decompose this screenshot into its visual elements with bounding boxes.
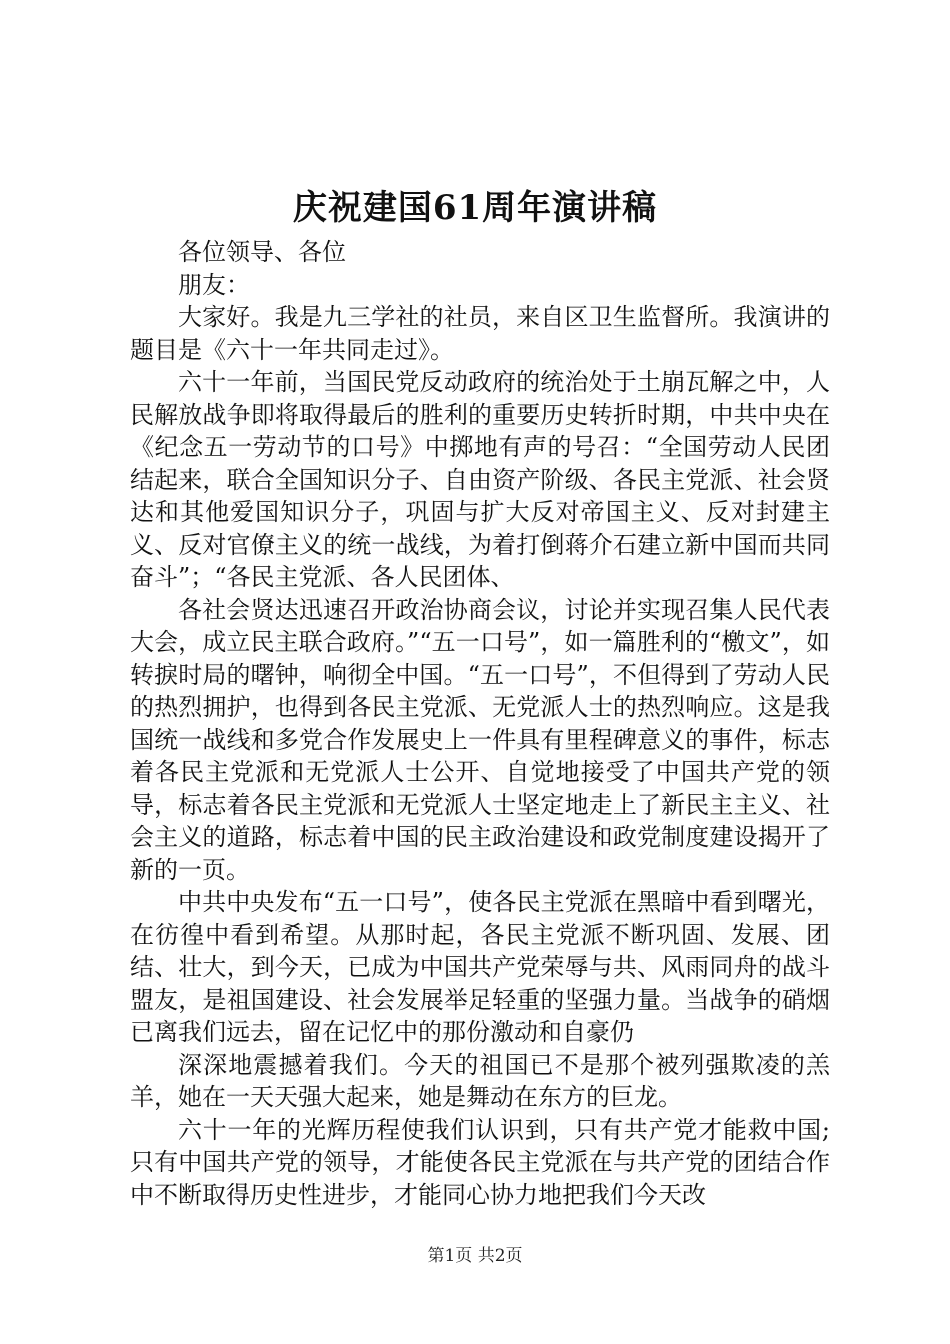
paragraph-greeting: 大家好。我是九三学社的社员，来自区卫生监督所。我演讲的题目是《六十一年共同走过》。: [130, 303, 830, 364]
page-number-footer: 第1页 共2页: [427, 1246, 523, 1266]
paragraph-may-day-slogan: 各社会贤达迅速召开政治协商会议，讨论并实现召集人民代表大会，成立民主联合政府。”“五一口号”，如一篇胜利的“檄文”，如转捩时局的曙钟，响彻全中国。“五一口号”，不但得到了劳动人民的热烈拥护，也得到各民主党派、无党派人士的热烈响应。这是我国统一战线和多党合作发展史上一件具有里程碑意义的事件，标志着各民主党派和无党派人士公开、自觉地接受了中国共产党的领导，标志着各民主党派和无党派人士坚定地走上了新民主主义、社会主义的道路，标志着中国的民主政治建设和政党制度建设揭开了新的一页。: [130, 595, 830, 884]
paragraph-salutation-1: 各位领导、各位: [178, 238, 346, 266]
paragraph-salutation-2: 朋友：: [178, 270, 250, 299]
document-body: [130, 236, 830, 1211]
document-title: 庆祝建国61周年演讲稿: [292, 188, 658, 228]
paragraph-motherland: 深深地震撼着我们。今天的祖国已不是那个被列强欺凌的羔羊，她在一天天强大起来，她是舞动在东方的巨龙。: [130, 1050, 830, 1111]
paragraph-hope: 中共中央发布“五一口号”，使各民主党派在黑暗中看到曙光，在彷徨中看到希望。从那时起，各民主党派不断巩固、发展、团结、壮大，到今天，已成为中国共产党荣辱与共、风雨同舟的战斗盟友，是祖国建设、社会发展举足轻重的坚强力量。当战争的硝烟已离我们远去，留在记忆中的那份激动和自豪仍: [130, 888, 830, 1046]
paragraph-conclusion: 六十一年的光辉历程使我们认识到，只有共产党才能救中国;只有中国共产党的领导，才能使各民主党派在与共产党的团结合作中不断取得历史性进步，才能同心协力地把我们今天改: [130, 1115, 830, 1209]
paragraph-history: 六十一年前，当国民党反动政府的统治处于土崩瓦解之中，人民解放战争即将取得最后的胜利的重要历史转折时期，中共中央在《纪念五一劳动节的口号》中掷地有声的号召：“全国劳动人民团结起来，联合全国知识分子、自由资产阶级、各民主党派、社会贤达和其他爱国知识分子，巩固与扩大反对帝国主义、反对封建主义、反对官僚主义的统一战线，为着打倒蒋介石建立新中国而共同奋斗”；“各民主党派、各人民团体、: [130, 368, 830, 591]
